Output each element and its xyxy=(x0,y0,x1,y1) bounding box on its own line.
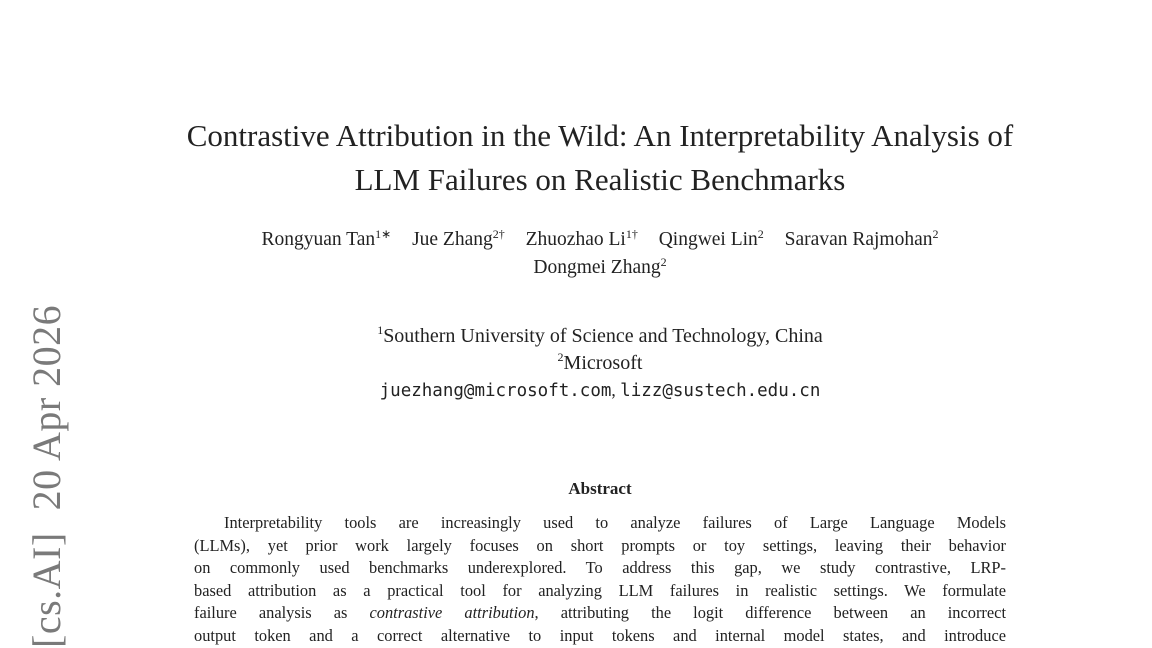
arxiv-date: 20 Apr 2026 xyxy=(24,304,69,511)
author-affiliation-mark: 2 xyxy=(660,255,667,269)
abstract-line: on commonly used benchmarks underexplored. To address this gap, we study contrastive, LRP- xyxy=(194,558,1006,578)
contact-emails xyxy=(100,377,1100,405)
paper-title-line-1: Contrastive Attribution in the Wild: An Interpretability Analysis of xyxy=(186,118,1014,153)
author: Rongyuan Tan$^{1∗}$ xyxy=(261,227,392,250)
affiliation-mark: 2 xyxy=(557,350,564,364)
author-affiliation-mark: 1† xyxy=(625,227,638,241)
author: Qingwei Lin$^2$ xyxy=(658,227,764,250)
email-link[interactable]: juezhang@microsoft.com xyxy=(379,381,612,401)
author: Dongmei Zhang$^2$ xyxy=(533,255,667,278)
arxiv-stamp xyxy=(24,305,70,648)
author-row-1 xyxy=(100,226,1100,254)
author-list xyxy=(100,226,1100,282)
author-affiliation-mark: 2† xyxy=(492,227,505,241)
arxiv-category: [cs.AI] xyxy=(24,532,69,648)
author: Jue Zhang$^{2\dagger}$ xyxy=(412,227,505,250)
abstract-emphasis: contrastive attribution xyxy=(369,603,535,623)
paper-title-line-2: LLM Failures on Realistic Benchmarks xyxy=(354,162,846,197)
author-row-2 xyxy=(100,254,1100,282)
author: Zhuozhao $Li^{1\dagger}$ xyxy=(525,227,638,250)
abstract-heading: Abstract xyxy=(568,479,632,498)
abstract-line: Interpretability tools are increasingly used to analyze failures of Large Language Models xyxy=(224,513,1006,532)
author: Saravan Rajmohan$^2$ xyxy=(784,227,939,250)
affiliation-block xyxy=(100,323,1100,405)
abstract-line: failure analysis as contrastive attribution, attributing the logit difference between an incorrect xyxy=(194,603,1006,623)
author-affiliation-mark: 2 xyxy=(757,227,764,241)
affiliation: $^2$Microsoft xyxy=(557,350,643,374)
email-link[interactable]: lizz@sustech.edu.cn xyxy=(620,381,821,401)
affiliation: $^1$Southern University of Science and Technology, China xyxy=(377,323,823,347)
paper-title xyxy=(100,114,1100,202)
affiliation-mark: 1 xyxy=(377,323,384,337)
email-separator: , xyxy=(611,380,621,400)
abstract-line: based attribution as a practical tool for analyzing LLM failures in realistic settings. We formulate xyxy=(194,580,1006,600)
author-affiliation-mark: 1∗ xyxy=(375,227,392,241)
abstract-body xyxy=(194,512,1006,648)
abstract-line: (LLMs), yet prior work largely focuses on short prompts or toy settings, leaving their behavior xyxy=(194,535,1006,555)
author-affiliation-mark: 2 xyxy=(932,227,939,241)
abstract-line: output token and a correct alternative to input tokens and internal model states, and introduce xyxy=(194,625,1006,645)
